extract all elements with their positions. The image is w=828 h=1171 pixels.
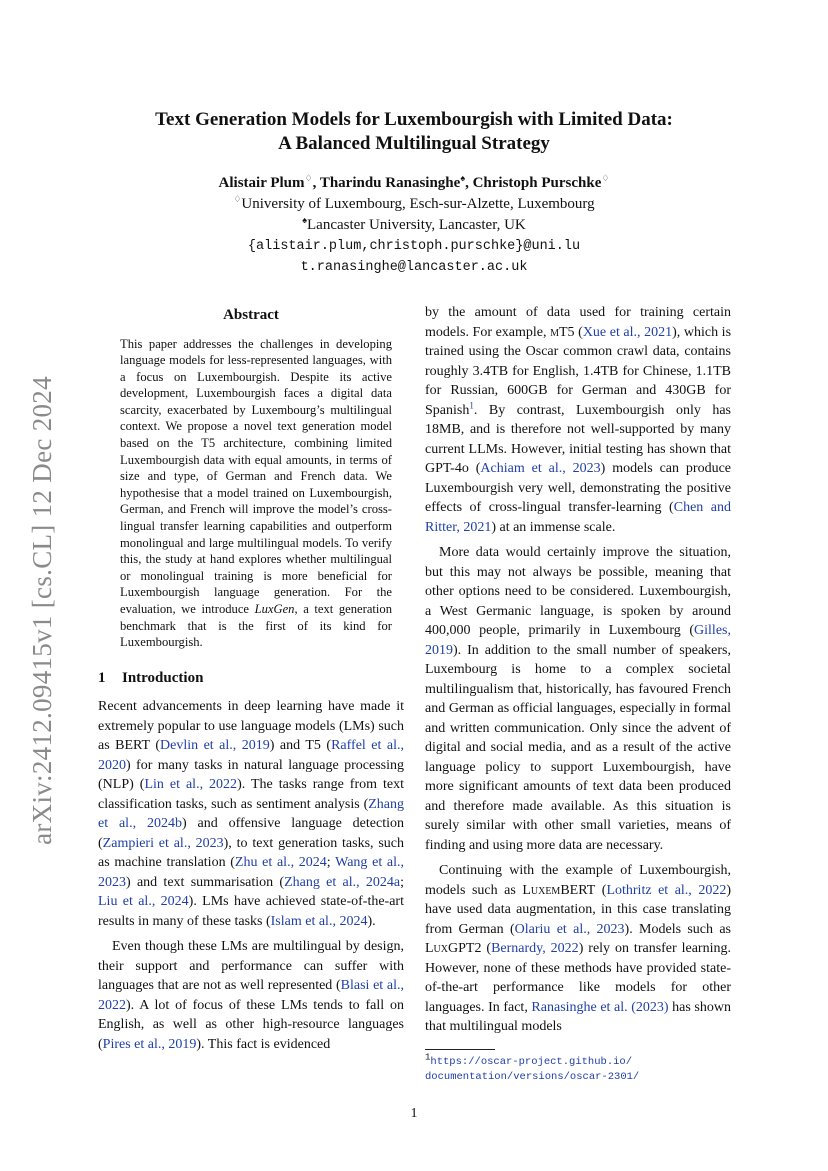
citation-link[interactable]: Zampieri et al., 2023 xyxy=(102,835,224,851)
text-run: ) models can produce Luxembourgish very well, demonstrating the positive effects of cross-lingual transfer-learning ( xyxy=(425,461,731,515)
abstract-text-part: This paper addresses the challenges in developing language models for less-represented languages, with a focus on Luxembourgish. Despite its active development, Luxembourgish faces a digital data scarcity, exacerbated by Luxembourg’s multilingual context. We propose a novel text generation model based on the T5 architecture, combining limited Luxembourgish data with equal amounts, in terms of size and type, of German and French data. We hypothesise that a model trained on Luxembourgish, German, and French will improve the model’s cross-lingual transfer learning capabilities and outperform monolingual and large multilingual models. To verify this, the study at hand explores whether multilingual or monolingual training is more beneficial for Luxembourgish language generation. For the evaluation, we introduce xyxy=(120,336,392,616)
footnote-marker[interactable]: 1 xyxy=(469,399,474,410)
section-number: 1 xyxy=(98,669,106,686)
right-column xyxy=(425,303,731,1085)
intro-paragraph-5 xyxy=(425,861,731,1037)
citation-link[interactable]: Zhu et al., 2024 xyxy=(234,855,327,871)
citation-link[interactable]: Gilles, 2019 xyxy=(425,623,731,658)
text-run: ) for many tasks in natural language processing (NLP) ( xyxy=(98,757,404,793)
text-run: ). LMs have achieved state-of-the-art results in many of these tasks ( xyxy=(98,894,404,929)
page-number: 1 xyxy=(410,1106,418,1121)
intro-paragraph-3 xyxy=(425,303,731,537)
text-run: ; xyxy=(400,874,405,890)
footnote-divider xyxy=(425,1049,495,1050)
author-separator: , xyxy=(312,175,320,191)
luxgen-term: LuxGen xyxy=(254,602,295,616)
title-line-1: Text Generation Models for Luxembourgish with Limited Data: xyxy=(155,109,673,130)
text-run: ) and offensive language detection ( xyxy=(98,816,404,851)
author-separator: , xyxy=(465,175,473,191)
model-name: LuxGPT2 xyxy=(425,941,482,956)
footnote xyxy=(425,1052,731,1085)
text-run: ( xyxy=(595,882,607,898)
intro-paragraph-1 xyxy=(98,697,404,931)
citation-link[interactable]: Chen and Ritter, 2021 xyxy=(425,500,732,535)
arxiv-identifier xyxy=(22,360,62,860)
author-ranasinghe: Tharindu Ranasinghe xyxy=(319,175,461,191)
abstract-text-part: , a text generation benchmark that is the first of its kind for Luxembourgish. xyxy=(120,602,393,650)
citation-link[interactable]: Zhang et al., 2024a xyxy=(284,874,401,890)
left-column xyxy=(98,303,404,1054)
intro-paragraph-4 xyxy=(425,543,731,855)
model-name: mT5 xyxy=(550,324,575,340)
citation-link[interactable]: Olariu et al., 2023 xyxy=(514,921,625,937)
author-plum: Alistair Plum xyxy=(218,175,305,191)
citation-link[interactable]: Wang et al., 2023 xyxy=(98,855,405,890)
text-run: Continuing with the example of Luxembourgish, models such as xyxy=(425,863,731,898)
citation-link[interactable]: Raffel et al., 2020 xyxy=(98,738,405,773)
affiliation-mark: ♢ xyxy=(233,194,242,204)
citation-link[interactable]: Devlin et al., 2019 xyxy=(160,738,270,754)
text-run: ). In addition to the small number of speakers, Luxembourg is home to a complex societal multilingualism that, historically, has favoured French and German as official languages, especially in formal and written communication. Only since the advent of digital and social media, and as a result of the active language policy to support Luxembourgish, have more significant amounts of text data been produced and therefore made available. As this situation is surely similar with other small varieties, means of finding and using more data are necessary. xyxy=(425,642,731,853)
affiliation-mark: ♢ xyxy=(304,173,313,183)
text-run: ( xyxy=(481,941,492,956)
author-purschke: Christoph Purschke xyxy=(472,175,602,191)
affiliation-mark: ♢ xyxy=(601,173,610,183)
affiliation-text: Lancaster University, Lancaster, UK xyxy=(307,217,526,233)
citation-link[interactable]: Xue et al., 2021 xyxy=(582,324,673,340)
citation-link[interactable]: Achiam et al., 2023 xyxy=(480,461,601,476)
citation-link[interactable]: Pires et al., 2019 xyxy=(102,1036,197,1052)
text-run: ( xyxy=(574,324,583,340)
arxiv-identifier-text: arXiv:2412.09415v1 [cs.CL] 12 Dec 2024 xyxy=(26,375,57,845)
citation-link[interactable]: Lothritz et al., 2022 xyxy=(606,882,727,898)
section-heading-introduction xyxy=(98,669,404,689)
citation-link[interactable]: Lin et al., 2022 xyxy=(144,777,238,793)
text-run: ), to text generation tasks, such as machine translation ( xyxy=(98,835,404,871)
author-names xyxy=(100,173,728,194)
text-run: . By contrast, Luxembourgish only has 18MB, and is therefore not well-supported by many current LLMs. However, initial testing has shown that GPT-4o ( xyxy=(425,402,731,476)
author-email-1: {alistair.plum,christoph.purschke}@uni.lu xyxy=(247,239,581,254)
affiliation-text: University of Luxembourg, Esch-sur-Alzette, Luxembourg xyxy=(241,196,595,212)
affiliation-mark: ♠ xyxy=(302,215,307,225)
intro-paragraph-2 xyxy=(98,937,404,1054)
text-run: ) and text summarisation ( xyxy=(126,874,285,890)
text-run: ; xyxy=(326,855,336,871)
affiliation-lancaster xyxy=(100,215,728,236)
citation-link[interactable]: Islam et al., 2024 xyxy=(270,913,368,929)
footnote-url-line-1[interactable]: https://oscar-project.github.io/ xyxy=(430,1055,633,1068)
citation-link[interactable]: Blasi et al., 2022 xyxy=(98,978,404,1013)
text-run: by the amount of data used for training certain models. For example, xyxy=(425,305,731,340)
citation-link[interactable]: Bernardy, 2022 xyxy=(491,941,579,956)
paper-title xyxy=(100,108,728,156)
citation-link[interactable]: Zhang et al., 2024b xyxy=(98,796,404,832)
affiliation-luxembourg xyxy=(100,194,728,215)
affiliation-mark: ♠ xyxy=(460,173,466,183)
text-run: Recent advancements in deep learning have made it extremely popular to use language models (LMs) such as BERT ( xyxy=(98,699,404,754)
text-run: ) and T5 ( xyxy=(269,738,332,754)
text-run: ). Models such as xyxy=(624,921,731,937)
text-run: ), which is trained using the Oscar common crawl data, contains roughly 3.4TB for English, 1.4TB for Chinese, 1.1TB for Russian, 600GB for German and 430GB for Spanish xyxy=(425,324,732,418)
author-block xyxy=(100,173,728,278)
model-name: LuxemBERT xyxy=(522,882,596,898)
abstract-text xyxy=(120,336,392,651)
author-email-2: t.ranasinghe@lancaster.ac.uk xyxy=(300,260,528,275)
text-run: has shown that multilingual models xyxy=(425,999,731,1034)
title-line-2: A Balanced Multilingual Strategy xyxy=(278,133,550,154)
abstract-heading: Abstract xyxy=(223,307,279,323)
section-title: Introduction xyxy=(122,669,204,686)
text-run: ). This fact is evidenced xyxy=(196,1036,331,1052)
footnote-url-line-2[interactable]: documentation/versions/oscar-2301/ xyxy=(425,1070,640,1083)
text-run: ). xyxy=(367,913,376,929)
text-run: ). A lot of focus of these LMs tends to fall on English, as well as other high-resource languages ( xyxy=(98,997,404,1052)
text-run: ) have used data augmentation, in this case translating from German ( xyxy=(425,882,731,937)
text-run: More data would certainly improve the situation, but this may not always be possible, meaning that other options need to be considered. Luxembourgish, a West Germanic language, is spoken by around 400,000 people, primarily in Luxembourg ( xyxy=(425,545,731,638)
citation-link[interactable]: Liu et al., 2024 xyxy=(98,894,189,910)
footnote-number: 1 xyxy=(425,1052,431,1062)
text-run: ) rely on transfer learning. However, none of these methods have provided state-of-the-art performance like models for other languages. In fact, xyxy=(425,941,731,1015)
text-run: ) at an immense scale. xyxy=(491,519,616,535)
citation-link[interactable]: Ranasinghe et al. (2023) xyxy=(531,999,669,1015)
text-run: Even though these LMs are multilingual by design, their support and performance can suffer with languages that are not as well represented ( xyxy=(98,939,404,994)
text-run: ). The tasks range from text classification tasks, such as sentiment analysis ( xyxy=(98,777,404,812)
